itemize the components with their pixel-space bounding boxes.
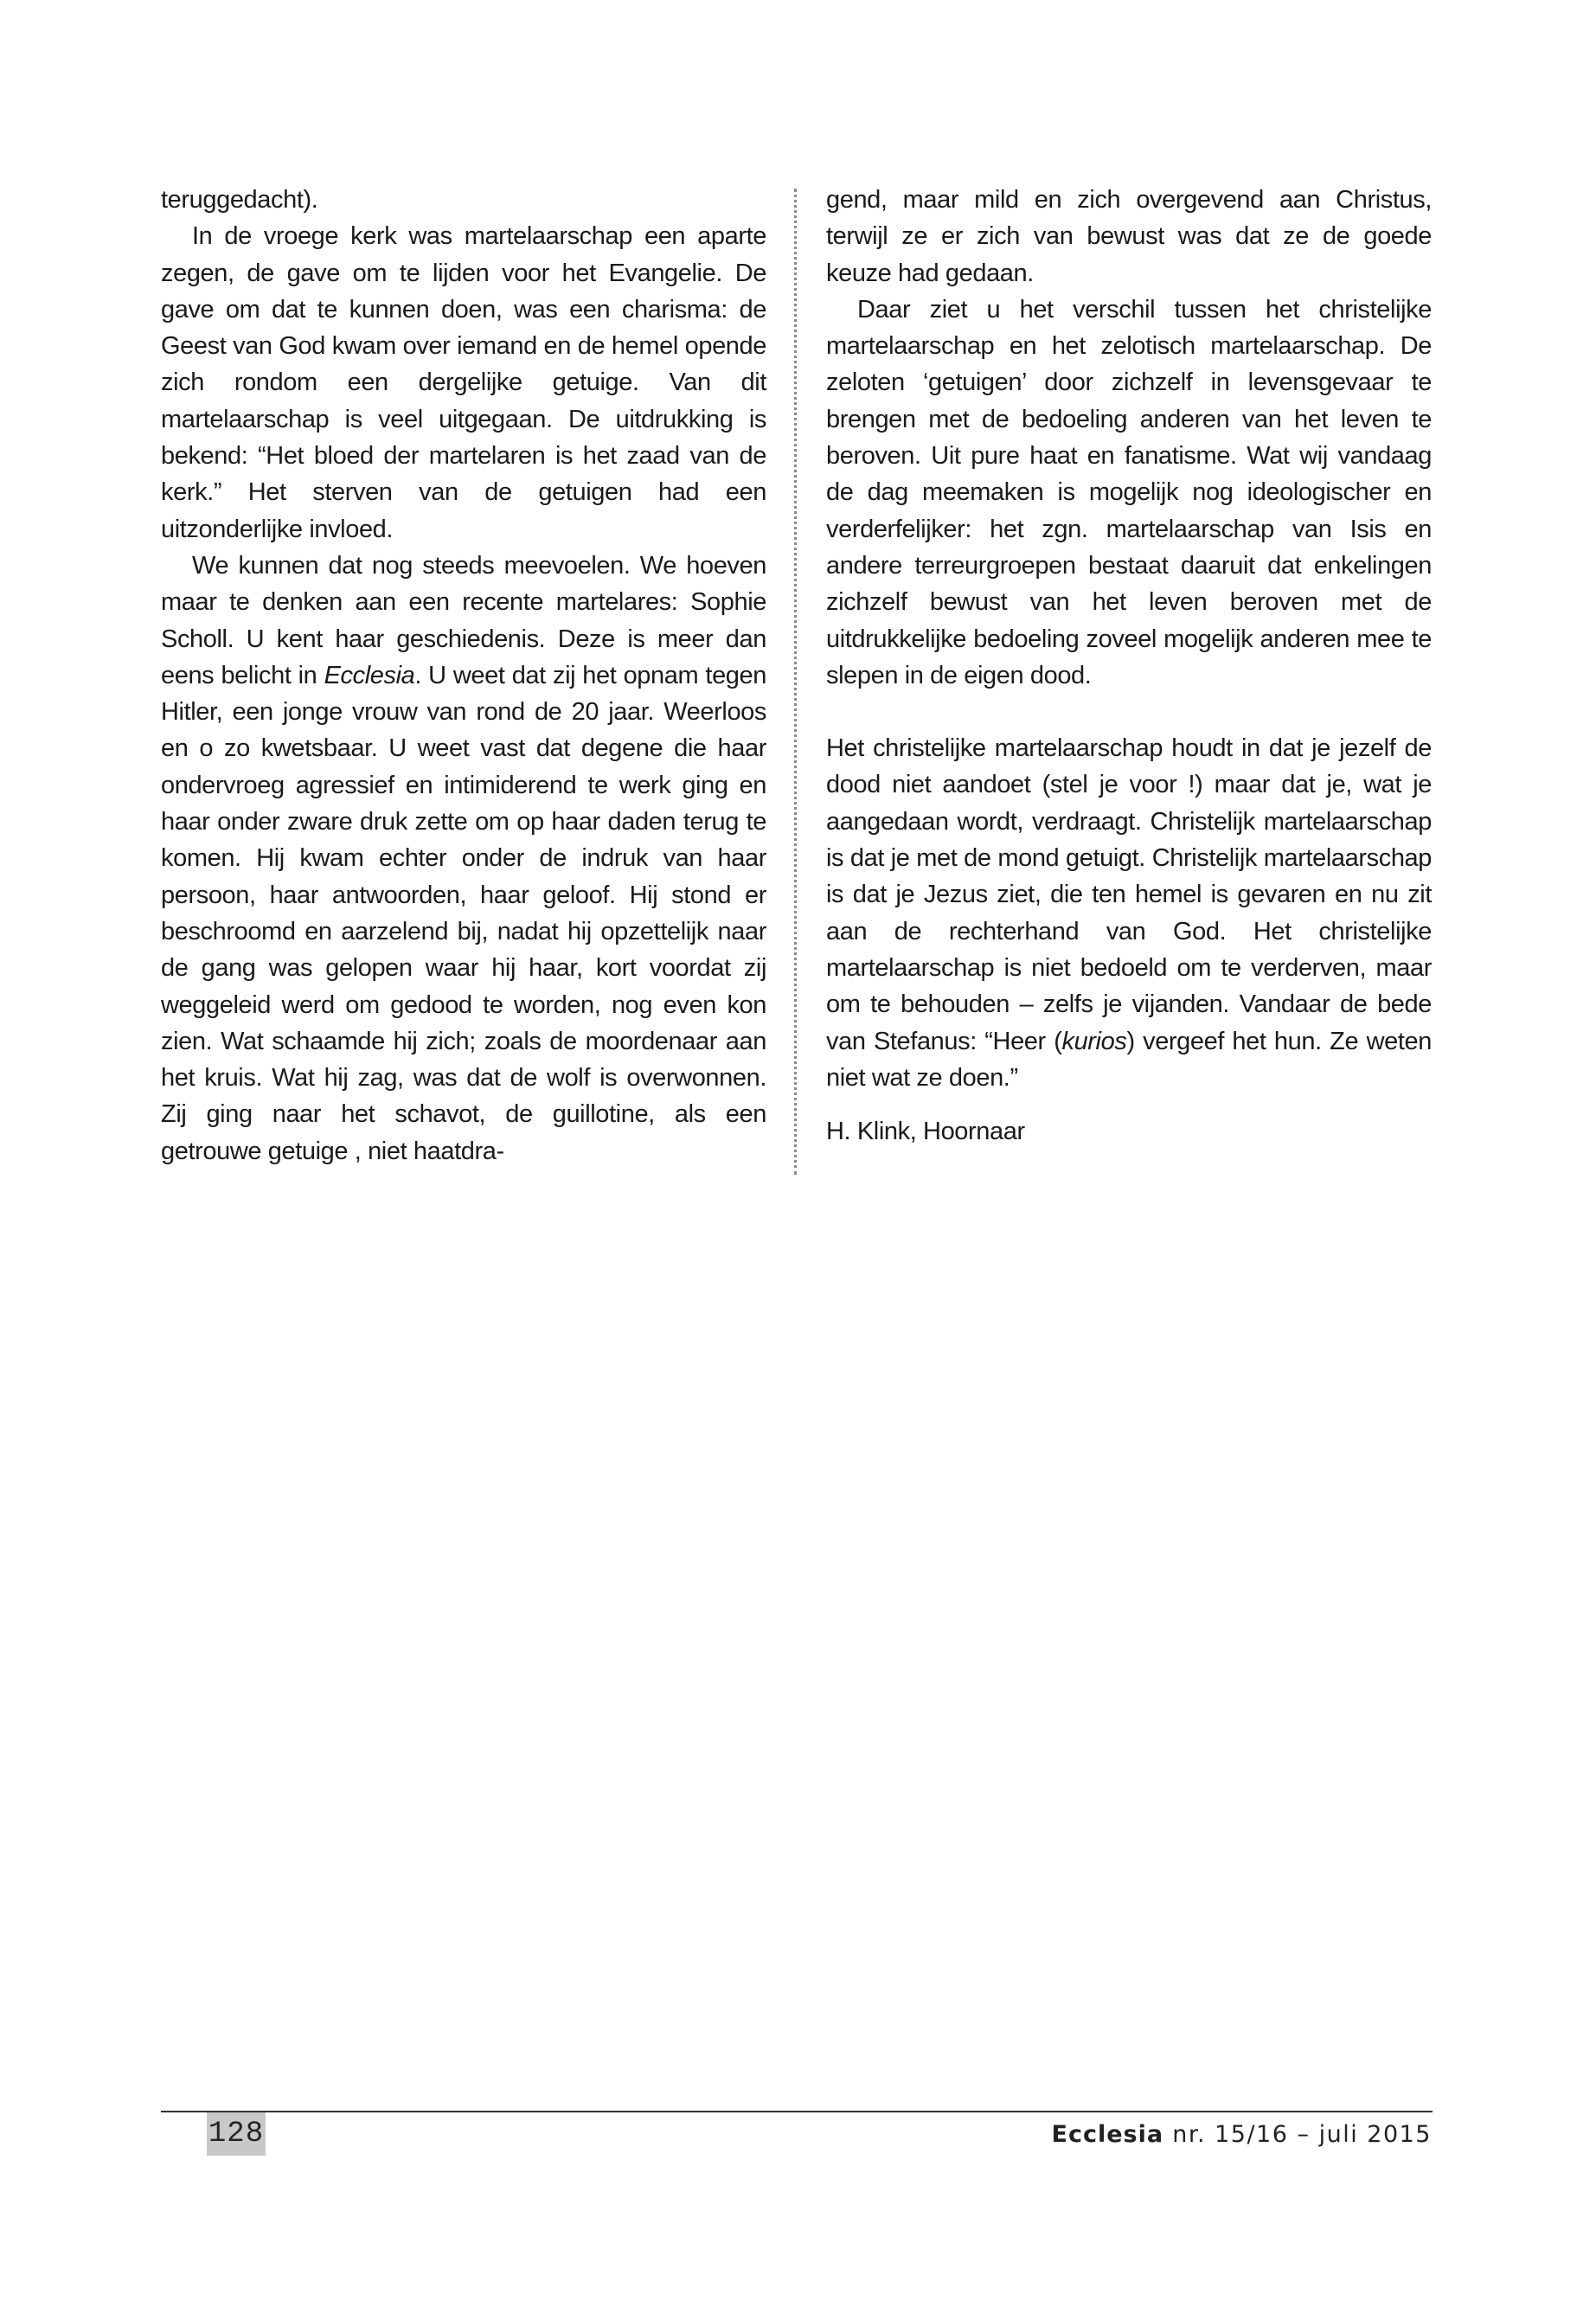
text-run: ) vergeef het hun. Ze weten niet wat ze doen.” [826,1027,1433,1092]
journal-title-italic: Ecclesia [324,661,415,689]
footer-rule [161,2111,1433,2112]
column-divider [794,189,797,1175]
footer-issue: nr. 15/16 – juli 2015 [1172,2121,1432,2148]
left-column [161,182,766,1170]
page-number: 128 [207,2112,266,2156]
text-run: . U weet dat zij het opnam tegen Hitler, een jonge vrouw van rond de 20 jaar. Weerloos en o zo kwetsbaar. U weet vast dat degene die haar ondervroeg agressief en intimiderend te werk ging en haar onder zware druk zette om op haar daden terug te komen. Hij kwam echter onder de indruk van haar persoon, haar antwoorden, haar geloof. Hij stond er beschroomd en aarzelend bij, nadat hij opzettelijk naar de gang was gelopen waar hij haar, kort voordat zij weggeleid werd om gedood te worden, nog even kon zien. Wat schaamde hij zich; zoals de moordenaar aan het kruis. Wat hij zag, was dat de wolf is overwonnen. Zij ging naar het schavot, de guillotine, als een getrouwe getuige , niet haatdra- [161,661,766,1165]
left-paragraph-early-church: In de vroege kerk was martelaarschap een aparte zegen, de gave om te lijden voor het Evangelie. De gave om dat te kunnen doen, was een charisma: de Geest van God kwam over iemand en de hemel opende zich rondom een dergelijke getuige. Van dit martelaarschap is veel uitgegaan. De uitdrukking is bekend: “Het bloed der martelaren is het zaad van de kerk.” Het sterven van de getuigen had een uitzonderlijke invloed. [161,222,766,543]
text-run: We kunnen dat nog steeds meevoelen. We hoeven maar te denken aan een recente martelares: Sophie Scholl. U kent haar geschiedenis. Deze is meer dan eens belicht in [161,551,766,689]
text-run: Het christelijke martelaarschap houdt in dat je jezelf de dood niet aandoet (stel je voor !) maar dat je, wat je aangedaan wordt, verdraagt. Christelijk martelaarschap is dat je met de mond getuigt. Christelijk martelaarschap is dat je Jezus ziet, die ten hemel is gevaren en nu zit aan de rechterhand van God. Het christelijke martelaarschap is niet bedoeld om te verderven, maar om te behouden – zelfs je vijanden. Vandaar de bede van Stefanus: “Heer ( [826,734,1432,1055]
left-paragraph-continuation: teruggedacht). [161,186,318,214]
right-paragraph-christian-martyrdom [826,730,1432,1096]
right-column [826,182,1432,1150]
right-paragraph-continuation: gend, maar mild en zich overgevend aan Christus, terwijl ze er zich van bewust was dat ze de goede keuze had gedaan. [826,186,1432,287]
left-paragraph-sophie-scholl [161,548,766,1170]
kurios-italic: kurios [1061,1027,1127,1055]
footer-journal-name: Ecclesia [1051,2121,1164,2148]
author-signature: H. Klink, Hoornaar [826,1118,1025,1146]
footer-publication-info [1052,2114,1432,2156]
right-paragraph-zealot-martyrdom: Daar ziet u het verschil tussen het christelijke martelaarschap en het zelotisch martelaarschap. De zeloten ‘getuigen’ door zichzelf in levensgevaar te brengen met de bedoeling anderen van het leven te beroven. Uit pure haat en fanatisme. Wat wij vandaag de dag meemaken is mogelijk nog ideologischer en verderfelijker: het zgn. martelaarschap van Isis en andere terreurgroepen bestaat daaruit dat enkelingen zichzelf bewust van het leven beroven met de uitdrukkelijke bedoeling zoveel mogelijk anderen mee te slepen in de eigen dood. [826,295,1432,689]
